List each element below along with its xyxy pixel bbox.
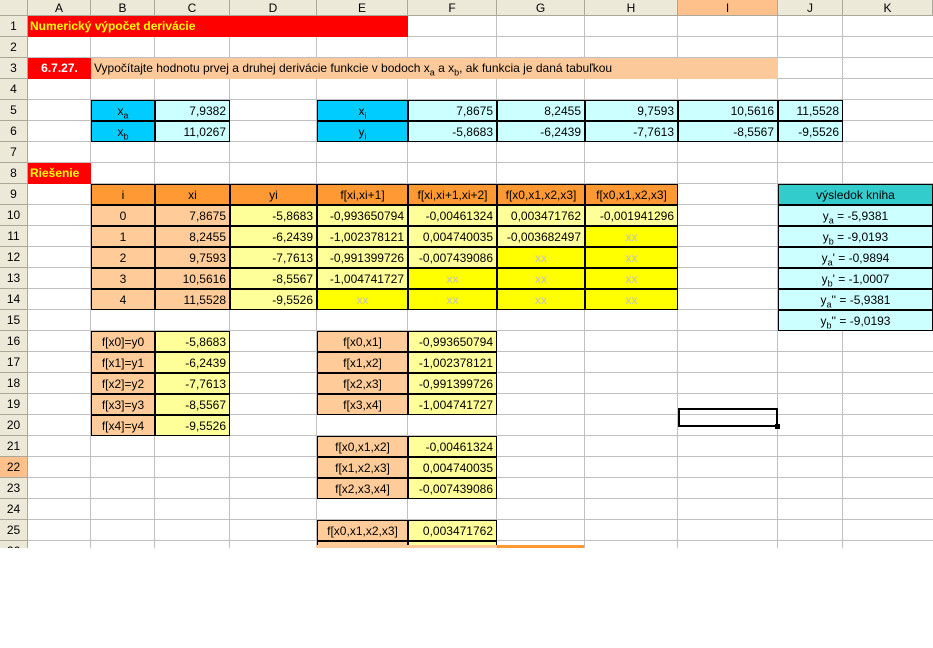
label-subscript: a	[123, 110, 129, 121]
f-label-cell[interactable]: f[x4]=y4	[91, 415, 155, 436]
table-cell[interactable]: -7,7613	[230, 247, 317, 268]
table-cell[interactable]: 2	[91, 247, 155, 268]
yi-value-cell[interactable]: -6,2439	[497, 121, 585, 142]
row-header-16[interactable]: 16	[0, 331, 28, 352]
f-value-cell[interactable]: -6,2439	[155, 352, 230, 373]
label-subscript: b	[828, 236, 834, 247]
row-header-11[interactable]: 11	[0, 226, 28, 247]
label-subscript: a	[828, 215, 834, 226]
column-header-d[interactable]: D	[230, 0, 317, 16]
yi-value-cell[interactable]: -5,8683	[408, 121, 497, 142]
result-cell[interactable]	[778, 205, 933, 226]
table-cell[interactable]: 1	[91, 226, 155, 247]
f2-label-cell[interactable]: f[x1,x2,x3]	[317, 457, 408, 478]
solution-label-cell[interactable]: Riešenie	[28, 163, 91, 184]
table-cell[interactable]: 10,5616	[155, 268, 230, 289]
gridline-horizontal	[28, 162, 933, 163]
yi-value-cell[interactable]: -9,5526	[778, 121, 843, 142]
row-header-25[interactable]: 25	[0, 520, 28, 541]
row-header-14[interactable]: 14	[0, 289, 28, 310]
label-subscript: a	[827, 257, 833, 268]
xa-label-cell[interactable]	[91, 100, 155, 121]
label-suffix: = -9,0193	[833, 230, 889, 244]
row-header-18[interactable]: 18	[0, 373, 28, 394]
blank-area	[0, 548, 933, 648]
column-header-h[interactable]: H	[585, 0, 678, 16]
problem-number-cell[interactable]: 6.7.27.	[28, 58, 91, 79]
table-cell[interactable]: 7,8675	[155, 205, 230, 226]
f-value-cell[interactable]: -9,5526	[155, 415, 230, 436]
table-header-cell[interactable]: f[xi,xi+1]	[317, 184, 408, 205]
xi-label-cell[interactable]	[317, 100, 408, 121]
xi-value-cell[interactable]: 7,8675	[408, 100, 497, 121]
column-header-b[interactable]: B	[91, 0, 155, 16]
result-header-cell[interactable]: výsledok kniha	[778, 184, 933, 205]
table-cell[interactable]: 0	[91, 205, 155, 226]
active-cell-cursor[interactable]	[678, 408, 778, 427]
f2-value-cell[interactable]: -0,00461324	[408, 436, 497, 457]
f-label-cell[interactable]: f[x3]=y3	[91, 394, 155, 415]
row-header-21[interactable]: 21	[0, 436, 28, 457]
table-empty-cell[interactable]: xx	[585, 268, 678, 289]
row-header-9[interactable]: 9	[0, 184, 28, 205]
table-cell[interactable]: -9,5526	[230, 289, 317, 310]
table-cell[interactable]: 9,7593	[155, 247, 230, 268]
row-header-19[interactable]: 19	[0, 394, 28, 415]
label-base: y	[822, 209, 829, 223]
column-header-a[interactable]: A	[28, 0, 91, 16]
table-cell[interactable]: -0,007439086	[408, 247, 497, 268]
row-header-7[interactable]: 7	[0, 142, 28, 163]
table-cell[interactable]: 0,003471762	[497, 205, 585, 226]
f-label-cell[interactable]: f[x0]=y0	[91, 331, 155, 352]
xi-value-cell[interactable]: 11,5528	[778, 100, 843, 121]
label-suffix: = -5,9381	[833, 209, 889, 223]
f1-value-cell[interactable]: -0,993650794	[408, 331, 497, 352]
table-header-cell[interactable]: f[x0,x1,x2,x3]	[585, 184, 678, 205]
label-suffix: '' = -5,9381	[831, 293, 891, 307]
row-header-8[interactable]: 8	[0, 163, 28, 184]
problem-text-cell[interactable]	[91, 58, 778, 79]
label-base: y	[821, 272, 828, 286]
column-header-i[interactable]: I	[678, 0, 778, 16]
label-base: y	[820, 314, 827, 328]
label-subscript: b	[123, 131, 129, 142]
label-base: y	[822, 230, 829, 244]
table-empty-cell[interactable]: xx	[585, 226, 678, 247]
table-cell[interactable]: -0,00461324	[408, 205, 497, 226]
f1-label-cell[interactable]: f[x0,x1]	[317, 331, 408, 352]
xi-value-cell[interactable]: 9,7593	[585, 100, 678, 121]
result-cell[interactable]	[778, 247, 933, 268]
yi-value-cell[interactable]: -7,7613	[585, 121, 678, 142]
f-value-cell[interactable]: -5,8683	[155, 331, 230, 352]
table-cell[interactable]: -0,993650794	[317, 205, 408, 226]
row-header-10[interactable]: 10	[0, 205, 28, 226]
table-header-cell[interactable]: i	[91, 184, 155, 205]
table-header-cell[interactable]: f[x0,x1,x2,x3]	[497, 184, 585, 205]
column-header-f[interactable]: F	[408, 0, 497, 16]
f1-value-cell[interactable]: -1,004741727	[408, 394, 497, 415]
row-header-2[interactable]: 2	[0, 37, 28, 58]
row-header-17[interactable]: 17	[0, 352, 28, 373]
f-label-cell[interactable]: f[x2]=y2	[91, 373, 155, 394]
row-header-4[interactable]: 4	[0, 79, 28, 100]
f1-label-cell[interactable]: f[x2,x3]	[317, 373, 408, 394]
table-empty-cell[interactable]: xx	[497, 289, 585, 310]
column-header-g[interactable]: G	[497, 0, 585, 16]
table-cell[interactable]: 11,5528	[155, 289, 230, 310]
row-header-5[interactable]: 5	[0, 100, 28, 121]
xb-label-cell[interactable]	[91, 121, 155, 142]
table-empty-cell[interactable]: xx	[497, 268, 585, 289]
row-header-22[interactable]: 22	[0, 457, 28, 478]
xi-value-cell[interactable]: 8,2455	[497, 100, 585, 121]
table-cell[interactable]: -8,5567	[230, 268, 317, 289]
f1-label-cell[interactable]: f[x1,x2]	[317, 352, 408, 373]
table-empty-cell[interactable]: xx	[317, 289, 408, 310]
fill-handle[interactable]	[775, 424, 780, 429]
table-cell[interactable]: -0,991399726	[317, 247, 408, 268]
table-empty-cell[interactable]: xx	[585, 247, 678, 268]
label-base: y	[821, 251, 828, 265]
label-base: y	[358, 125, 365, 139]
title-cell[interactable]: Numerický výpočet derivácie	[28, 16, 408, 37]
f-value-cell[interactable]: -7,7613	[155, 373, 230, 394]
f2-label-cell[interactable]: f[x0,x1,x2]	[317, 436, 408, 457]
f2-value-cell[interactable]: 0,004740035	[408, 457, 497, 478]
label-suffix: '' = -9,0193	[831, 314, 891, 328]
row-header-1[interactable]: 1	[0, 16, 28, 37]
f1-label-cell[interactable]: f[x3,x4]	[317, 394, 408, 415]
xa-value-cell[interactable]: 7,9382	[155, 100, 230, 121]
column-header-j[interactable]: J	[778, 0, 843, 16]
yi-label-cell[interactable]	[317, 121, 408, 142]
f3-label-cell[interactable]: f[x0,x1,x2,x3]	[317, 520, 408, 541]
result-cell[interactable]	[778, 268, 933, 289]
label-suffix: ' = -1,0007	[832, 272, 890, 286]
table-cell[interactable]: -6,2439	[230, 226, 317, 247]
table-empty-cell[interactable]: xx	[497, 247, 585, 268]
label-subscript: a	[826, 299, 832, 310]
row-header-13[interactable]: 13	[0, 268, 28, 289]
label-subscript: b	[827, 278, 833, 289]
table-cell[interactable]: 8,2455	[155, 226, 230, 247]
table-empty-cell[interactable]: xx	[408, 268, 497, 289]
column-header-e[interactable]: E	[317, 0, 408, 16]
row-header-6[interactable]: 6	[0, 121, 28, 142]
f3-value-cell[interactable]: 0,003471762	[408, 520, 497, 541]
f1-value-cell[interactable]: -0,991399726	[408, 373, 497, 394]
table-cell[interactable]: 3	[91, 268, 155, 289]
row-header-24[interactable]: 24	[0, 499, 28, 520]
f-value-cell[interactable]: -8,5567	[155, 394, 230, 415]
table-cell[interactable]: -0,003682497	[497, 226, 585, 247]
label-subscript: i	[364, 131, 367, 142]
f2-value-cell[interactable]: -0,007439086	[408, 478, 497, 499]
column-header-c[interactable]: C	[155, 0, 230, 16]
xb-value-cell[interactable]: 11,0267	[155, 121, 230, 142]
label-base: x	[117, 125, 124, 139]
row-header-12[interactable]: 12	[0, 247, 28, 268]
label-suffix: ' = -0,9894	[832, 251, 890, 265]
row-header-3[interactable]: 3	[0, 58, 28, 79]
table-cell[interactable]: -0,001941296	[585, 205, 678, 226]
result-cell[interactable]	[778, 226, 933, 247]
table-cell[interactable]: -1,004741727	[317, 268, 408, 289]
result-cell[interactable]	[778, 289, 933, 310]
row-header-20[interactable]: 20	[0, 415, 28, 436]
problem-subscript-a: a	[429, 67, 435, 78]
f1-value-cell[interactable]: -1,002378121	[408, 352, 497, 373]
table-cell[interactable]: -1,002378121	[317, 226, 408, 247]
problem-text-part: , ak funkcia je daná tabuľkou	[459, 61, 613, 75]
problem-text-part: Vypočítajte hodnotu prvej a druhej derivácie funkcie v bodoch x	[94, 61, 430, 75]
table-empty-cell[interactable]: xx	[585, 289, 678, 310]
label-subscript: b	[826, 320, 832, 331]
column-header-k[interactable]: K	[843, 0, 933, 16]
table-cell[interactable]: -5,8683	[230, 205, 317, 226]
table-header-cell[interactable]: f[xi,xi+1,xi+2]	[408, 184, 497, 205]
table-cell[interactable]: 4	[91, 289, 155, 310]
row-header-15[interactable]: 15	[0, 310, 28, 331]
table-header-cell[interactable]: xi	[155, 184, 230, 205]
result-cell[interactable]	[778, 310, 933, 331]
label-base: x	[358, 104, 365, 118]
xi-value-cell[interactable]: 10,5616	[678, 100, 778, 121]
problem-text-part: a x	[434, 61, 455, 75]
label-base: y	[820, 293, 827, 307]
label-subscript: i	[364, 110, 367, 121]
table-cell[interactable]: 0,004740035	[408, 226, 497, 247]
f-label-cell[interactable]: f[x1]=y1	[91, 352, 155, 373]
problem-subscript-b: b	[454, 67, 460, 78]
label-base: x	[117, 104, 124, 118]
yi-value-cell[interactable]: -8,5567	[678, 121, 778, 142]
table-empty-cell[interactable]: xx	[408, 289, 497, 310]
row-header-23[interactable]: 23	[0, 478, 28, 499]
table-header-cell[interactable]: yi	[230, 184, 317, 205]
f2-label-cell[interactable]: f[x2,x3,x4]	[317, 478, 408, 499]
select-all-corner[interactable]	[0, 0, 28, 16]
